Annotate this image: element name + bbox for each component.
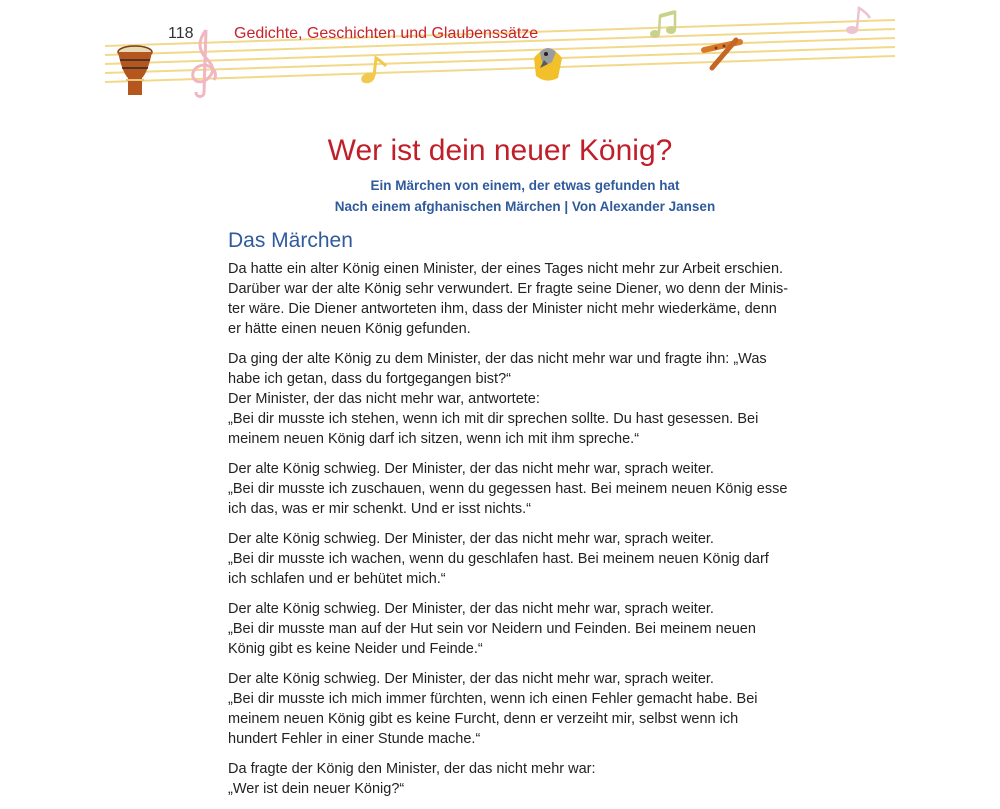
eighth-note-icon	[360, 58, 386, 85]
text-line: Der alte König schwieg. Der Minister, der das nicht mehr war, sprach weiter.	[228, 601, 714, 617]
text-line: „Bei dir musste man auf der Hut sein vor Neidern und Feinden. Bei meinem neuen	[228, 621, 756, 637]
double-note-icon	[650, 12, 676, 38]
text-line: König gibt es keine Neider und Feinde.“	[228, 641, 483, 657]
section-heading: Das Märchen	[228, 229, 353, 252]
text-line: meinem neuen König gibt es keine Furcht, denn er verzeiht mir, selbst wenn ich	[228, 711, 739, 727]
page-number: 118	[168, 25, 194, 42]
paragraph	[228, 599, 828, 659]
paragraph	[228, 669, 828, 749]
text-line: „Bei dir musste ich mich immer fürchten, wenn ich einen Fehler gemacht habe. Bei	[228, 691, 758, 707]
text-line: Da ging der alte König zu dem Minister, der das nicht mehr war und fragte ihn: „Was	[228, 351, 767, 367]
story-body	[228, 259, 828, 809]
drum-icon	[118, 46, 152, 95]
page-title: Wer ist dein neuer König?	[327, 134, 673, 167]
text-line: „Wer ist dein neuer König?“	[228, 781, 405, 797]
text-line: meinem neuen König darf ich sitzen, wenn ich mit ihm spreche.“	[228, 431, 640, 447]
text-line: ich das, was er mir schenkt. Und er isst nichts.“	[228, 501, 531, 517]
subtitle-line-1: Ein Märchen von einem, der etwas gefunden hat	[370, 178, 680, 193]
text-line: „Bei dir musste ich zuschauen, wenn du gegessen hast. Bei meinem neuen König esse	[228, 481, 788, 497]
text-line: „Bei dir musste ich stehen, wenn ich mit dir sprechen sollte. Du hast gesessen. Bei	[228, 411, 759, 427]
paragraph	[228, 459, 828, 519]
paragraph	[228, 349, 828, 449]
text-line: er hätte einen neuen König gefunden.	[228, 321, 471, 337]
music-staff-decoration	[0, 0, 1000, 110]
subtitle-line-2: Nach einem afghanischen Märchen | Von Alexander Jansen	[334, 199, 716, 214]
bird-icon	[534, 48, 562, 81]
running-head: Gedichte, Geschichten und Glaubenssätze	[234, 25, 539, 42]
page-header	[0, 0, 1000, 110]
text-line: Darüber war der alte König sehr verwundert. Er fragte seine Diener, wo denn der Minis-	[228, 281, 789, 297]
treble-clef-icon	[193, 30, 216, 97]
paragraph	[228, 759, 828, 799]
text-line: habe ich getan, dass du fortgegangen bist?“	[228, 371, 511, 387]
text-line: Der alte König schwieg. Der Minister, der das nicht mehr war, sprach weiter.	[228, 531, 714, 547]
text-line: Der Minister, der das nicht mehr war, antwortete:	[228, 391, 540, 407]
text-line: Da fragte der König den Minister, der das nicht mehr war:	[228, 761, 596, 777]
text-line: ter wäre. Die Diener antworteten ihm, dass der Minister nicht mehr wiederkäme, denn	[228, 301, 777, 317]
paragraph	[228, 529, 828, 589]
text-line: ich schlafen und er behütet mich.“	[228, 571, 446, 587]
paragraph	[228, 259, 828, 339]
text-line: Der alte König schwieg. Der Minister, der das nicht mehr war, sprach weiter.	[228, 461, 714, 477]
text-line: „Bei dir musste ich wachen, wenn du geschlafen hast. Bei meinem neuen König darf	[228, 551, 769, 567]
text-line: Da hatte ein alter König einen Minister, der eines Tages nicht mehr zur Arbeit erschien.	[228, 261, 784, 277]
text-line: Der alte König schwieg. Der Minister, der das nicht mehr war, sprach weiter.	[228, 671, 714, 687]
text-line: hundert Fehler in einer Stunde mache.“	[228, 731, 481, 747]
